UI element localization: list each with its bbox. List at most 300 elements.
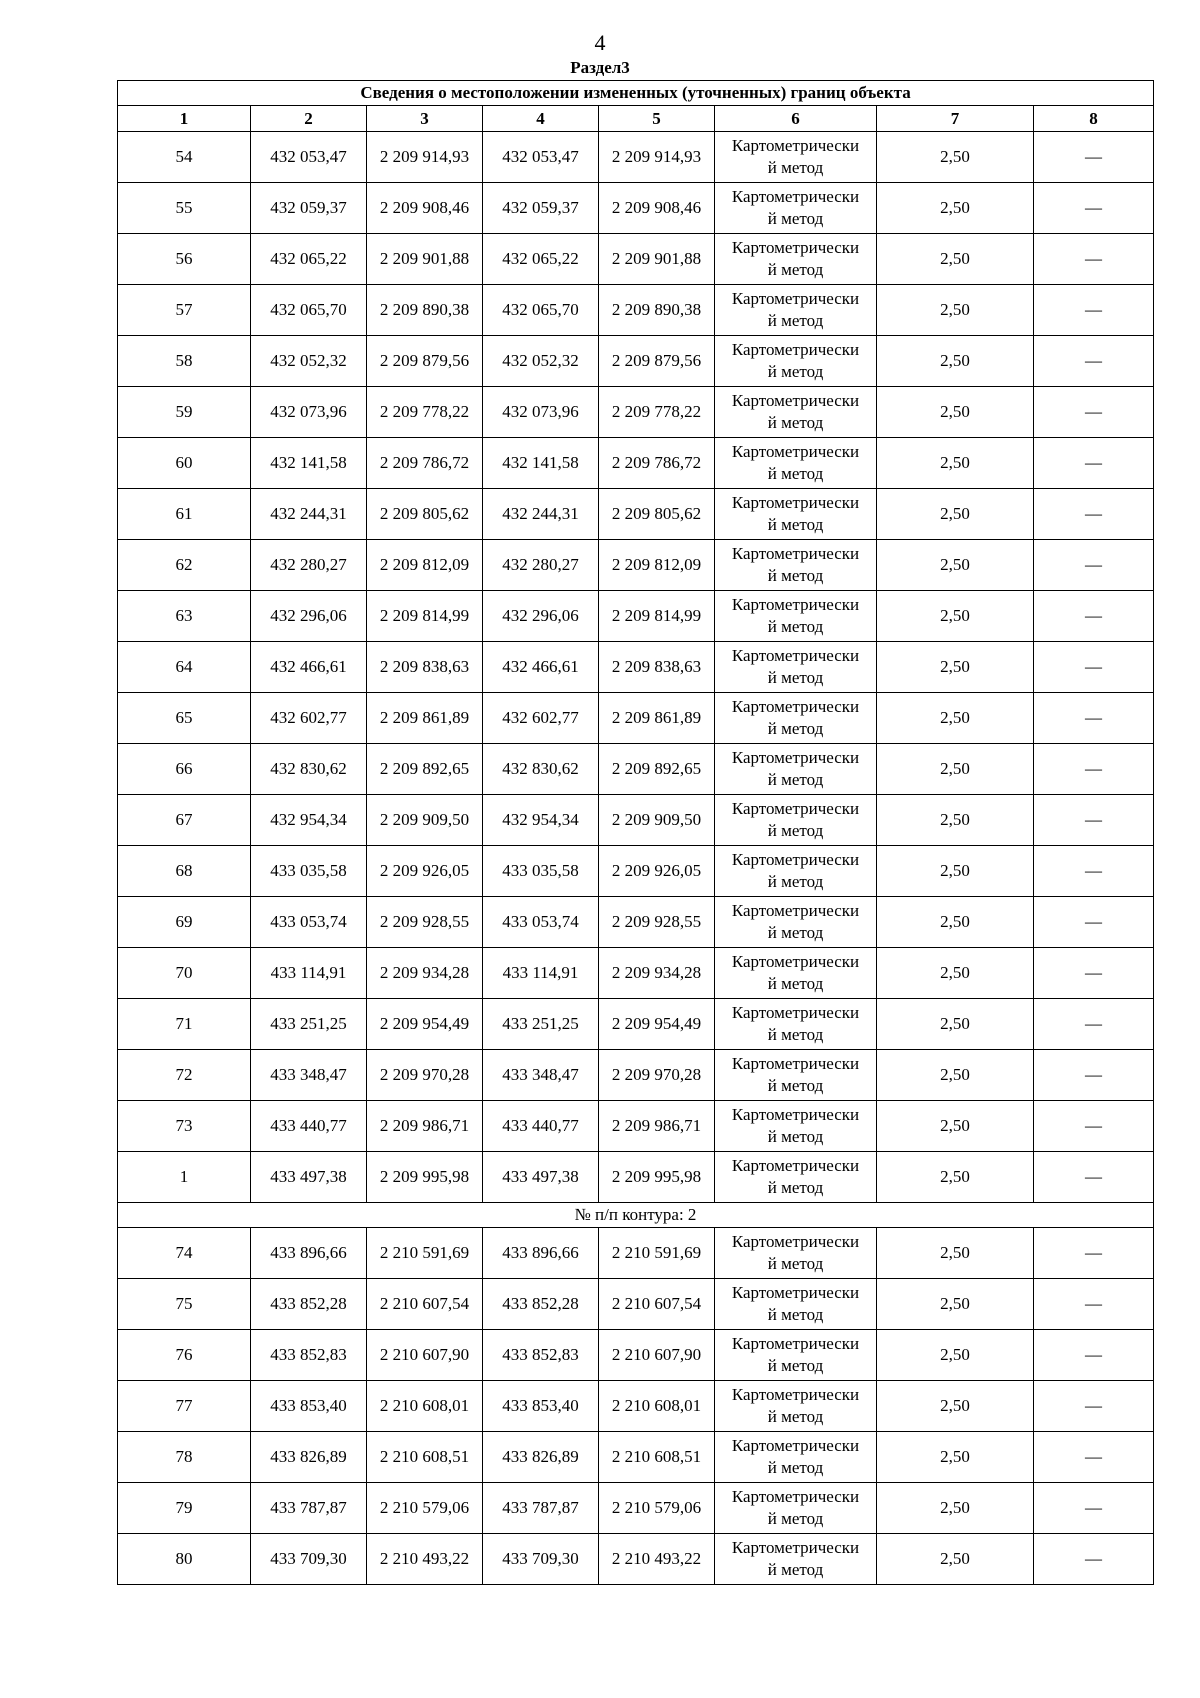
x-coordinate-cell: 433 787,87	[483, 1483, 599, 1534]
table-row	[118, 948, 1154, 999]
x-coordinate-cell: 432 466,61	[483, 642, 599, 693]
method-line: й метод	[767, 719, 824, 738]
method-cell	[715, 1330, 877, 1381]
method-line: Картометрически	[731, 1283, 860, 1302]
table-caption: Сведения о местоположении измененных (уточненных) границ объекта	[118, 81, 1154, 106]
point-number-cell: 79	[118, 1483, 251, 1534]
x-coordinate-cell: 432 052,32	[251, 336, 367, 387]
y-coordinate-cell: 2 209 995,98	[599, 1152, 715, 1203]
x-coordinate-cell: 433 114,91	[483, 948, 599, 999]
x-coordinate-cell: 432 065,70	[483, 285, 599, 336]
x-coordinate-cell: 432 065,22	[483, 234, 599, 285]
point-number-cell: 72	[118, 1050, 251, 1101]
x-coordinate-cell: 433 251,25	[251, 999, 367, 1050]
empty-cell: —	[1034, 1101, 1154, 1152]
x-coordinate-cell: 433 896,66	[483, 1228, 599, 1279]
method-line: Картометрически	[731, 748, 860, 767]
method-cell	[715, 744, 877, 795]
precision-cell: 2,50	[877, 1279, 1034, 1330]
x-coordinate-cell: 432 296,06	[483, 591, 599, 642]
table-row	[118, 693, 1154, 744]
table-row	[118, 1381, 1154, 1432]
table-row	[118, 489, 1154, 540]
table-row	[118, 897, 1154, 948]
method-line: й метод	[767, 1025, 824, 1044]
x-coordinate-cell: 433 114,91	[251, 948, 367, 999]
table-row	[118, 1101, 1154, 1152]
y-coordinate-cell: 2 209 928,55	[599, 897, 715, 948]
y-coordinate-cell: 2 209 986,71	[367, 1101, 483, 1152]
precision-cell: 2,50	[877, 1534, 1034, 1585]
method-line: й метод	[767, 158, 824, 177]
table-row	[118, 540, 1154, 591]
method-line: Картометрически	[731, 901, 860, 920]
point-number-cell: 71	[118, 999, 251, 1050]
y-coordinate-cell: 2 209 995,98	[367, 1152, 483, 1203]
y-coordinate-cell: 2 210 608,51	[367, 1432, 483, 1483]
empty-cell: —	[1034, 744, 1154, 795]
table-row	[118, 183, 1154, 234]
method-line: Картометрически	[731, 1003, 860, 1022]
point-number-cell: 63	[118, 591, 251, 642]
method-line: й метод	[767, 1407, 824, 1426]
table-row	[118, 846, 1154, 897]
x-coordinate-cell: 433 852,28	[483, 1279, 599, 1330]
precision-cell: 2,50	[877, 438, 1034, 489]
boundary-coordinates-table	[117, 80, 1154, 1585]
method-cell	[715, 438, 877, 489]
empty-cell: —	[1034, 336, 1154, 387]
y-coordinate-cell: 2 210 607,90	[599, 1330, 715, 1381]
method-cell	[715, 1483, 877, 1534]
method-cell	[715, 336, 877, 387]
x-coordinate-cell: 432 073,96	[251, 387, 367, 438]
y-coordinate-cell: 2 209 861,89	[367, 693, 483, 744]
precision-cell: 2,50	[877, 642, 1034, 693]
method-cell	[715, 1152, 877, 1203]
x-coordinate-cell: 432 466,61	[251, 642, 367, 693]
x-coordinate-cell: 433 348,47	[251, 1050, 367, 1101]
method-cell	[715, 540, 877, 591]
column-header-row	[118, 106, 1154, 132]
method-line: Картометрически	[731, 1487, 860, 1506]
y-coordinate-cell: 2 210 591,69	[599, 1228, 715, 1279]
x-coordinate-cell: 432 065,22	[251, 234, 367, 285]
method-line: й метод	[767, 821, 824, 840]
method-line: й метод	[767, 1509, 824, 1528]
x-coordinate-cell: 432 830,62	[251, 744, 367, 795]
table-row	[118, 1432, 1154, 1483]
y-coordinate-cell: 2 209 901,88	[599, 234, 715, 285]
table-row	[118, 795, 1154, 846]
table-row	[118, 1050, 1154, 1101]
method-line: й метод	[767, 1305, 824, 1324]
point-number-cell: 69	[118, 897, 251, 948]
precision-cell: 2,50	[877, 285, 1034, 336]
table-row	[118, 336, 1154, 387]
method-cell	[715, 693, 877, 744]
x-coordinate-cell: 432 244,31	[251, 489, 367, 540]
method-line: Картометрически	[731, 799, 860, 818]
x-coordinate-cell: 432 954,34	[483, 795, 599, 846]
column-header: 1	[118, 106, 251, 132]
point-number-cell: 54	[118, 132, 251, 183]
precision-cell: 2,50	[877, 1432, 1034, 1483]
contour-2-section	[118, 1203, 1154, 1228]
empty-cell: —	[1034, 846, 1154, 897]
x-coordinate-cell: 433 053,74	[251, 897, 367, 948]
y-coordinate-cell: 2 210 607,54	[599, 1279, 715, 1330]
column-header: 8	[1034, 106, 1154, 132]
point-number-cell: 55	[118, 183, 251, 234]
x-coordinate-cell: 432 280,27	[251, 540, 367, 591]
x-coordinate-cell: 433 053,74	[483, 897, 599, 948]
empty-cell: —	[1034, 285, 1154, 336]
y-coordinate-cell: 2 210 608,51	[599, 1432, 715, 1483]
method-line: й метод	[767, 311, 824, 330]
column-header: 6	[715, 106, 877, 132]
contour-label: № п/п контура: 2	[118, 1203, 1154, 1228]
y-coordinate-cell: 2 209 934,28	[367, 948, 483, 999]
method-cell	[715, 285, 877, 336]
x-coordinate-cell: 432 059,37	[483, 183, 599, 234]
method-line: й метод	[767, 464, 824, 483]
x-coordinate-cell: 432 059,37	[251, 183, 367, 234]
x-coordinate-cell: 432 602,77	[483, 693, 599, 744]
method-line: Картометрически	[731, 646, 860, 665]
y-coordinate-cell: 2 209 814,99	[599, 591, 715, 642]
point-number-cell: 59	[118, 387, 251, 438]
method-line: Картометрически	[731, 1334, 860, 1353]
x-coordinate-cell: 432 602,77	[251, 693, 367, 744]
empty-cell: —	[1034, 948, 1154, 999]
contour-label-row	[118, 1203, 1154, 1228]
method-cell	[715, 234, 877, 285]
x-coordinate-cell: 432 053,47	[483, 132, 599, 183]
y-coordinate-cell: 2 209 909,50	[599, 795, 715, 846]
y-coordinate-cell: 2 209 926,05	[367, 846, 483, 897]
point-number-cell: 78	[118, 1432, 251, 1483]
method-line: й метод	[767, 413, 824, 432]
y-coordinate-cell: 2 210 607,54	[367, 1279, 483, 1330]
empty-cell: —	[1034, 1152, 1154, 1203]
x-coordinate-cell: 433 709,30	[483, 1534, 599, 1585]
method-line: Картометрически	[731, 391, 860, 410]
x-coordinate-cell: 433 348,47	[483, 1050, 599, 1101]
precision-cell: 2,50	[877, 1101, 1034, 1152]
method-line: й метод	[767, 260, 824, 279]
table-row	[118, 591, 1154, 642]
method-cell	[715, 387, 877, 438]
method-line: Картометрически	[731, 1538, 860, 1557]
table-row	[118, 1228, 1154, 1279]
table-row	[118, 285, 1154, 336]
y-coordinate-cell: 2 209 812,09	[599, 540, 715, 591]
point-number-cell: 58	[118, 336, 251, 387]
method-line: й метод	[767, 209, 824, 228]
empty-cell: —	[1034, 897, 1154, 948]
method-line: Картометрически	[731, 1232, 860, 1251]
x-coordinate-cell: 432 052,32	[483, 336, 599, 387]
precision-cell: 2,50	[877, 234, 1034, 285]
table-row	[118, 642, 1154, 693]
empty-cell: —	[1034, 1279, 1154, 1330]
y-coordinate-cell: 2 209 814,99	[367, 591, 483, 642]
method-line: й метод	[767, 1560, 824, 1579]
table-row	[118, 234, 1154, 285]
x-coordinate-cell: 432 053,47	[251, 132, 367, 183]
method-line: Картометрически	[731, 136, 860, 155]
empty-cell: —	[1034, 540, 1154, 591]
y-coordinate-cell: 2 209 914,93	[367, 132, 483, 183]
method-cell	[715, 897, 877, 948]
contour-2-rows	[118, 1228, 1154, 1585]
y-coordinate-cell: 2 209 861,89	[599, 693, 715, 744]
y-coordinate-cell: 2 209 970,28	[599, 1050, 715, 1101]
point-number-cell: 65	[118, 693, 251, 744]
method-line: й метод	[767, 1254, 824, 1273]
method-line: Картометрически	[731, 544, 860, 563]
method-cell	[715, 1534, 877, 1585]
precision-cell: 2,50	[877, 489, 1034, 540]
x-coordinate-cell: 432 244,31	[483, 489, 599, 540]
point-number-cell: 60	[118, 438, 251, 489]
method-cell	[715, 1279, 877, 1330]
empty-cell: —	[1034, 489, 1154, 540]
y-coordinate-cell: 2 209 892,65	[599, 744, 715, 795]
table-row	[118, 387, 1154, 438]
empty-cell: —	[1034, 132, 1154, 183]
page-number: 4	[594, 30, 606, 55]
method-line: Картометрически	[731, 850, 860, 869]
point-number-cell: 77	[118, 1381, 251, 1432]
precision-cell: 2,50	[877, 744, 1034, 795]
y-coordinate-cell: 2 209 954,49	[367, 999, 483, 1050]
section-title: Раздел3	[570, 58, 630, 77]
method-line: Картометрически	[731, 1156, 860, 1175]
x-coordinate-cell: 433 251,25	[483, 999, 599, 1050]
y-coordinate-cell: 2 209 778,22	[367, 387, 483, 438]
method-line: й метод	[767, 362, 824, 381]
method-line: й метод	[767, 617, 824, 636]
precision-cell: 2,50	[877, 1228, 1034, 1279]
empty-cell: —	[1034, 438, 1154, 489]
y-coordinate-cell: 2 209 805,62	[599, 489, 715, 540]
precision-cell: 2,50	[877, 1381, 1034, 1432]
y-coordinate-cell: 2 210 608,01	[367, 1381, 483, 1432]
point-number-cell: 61	[118, 489, 251, 540]
method-cell	[715, 489, 877, 540]
method-line: Картометрически	[731, 238, 860, 257]
column-header: 7	[877, 106, 1034, 132]
y-coordinate-cell: 2 210 607,90	[367, 1330, 483, 1381]
method-line: й метод	[767, 1458, 824, 1477]
y-coordinate-cell: 2 209 838,63	[599, 642, 715, 693]
method-cell	[715, 1101, 877, 1152]
method-line: Картометрически	[731, 1105, 860, 1124]
empty-cell: —	[1034, 999, 1154, 1050]
method-cell	[715, 1432, 877, 1483]
method-line: й метод	[767, 566, 824, 585]
method-line: Картометрически	[731, 442, 860, 461]
y-coordinate-cell: 2 209 786,72	[599, 438, 715, 489]
method-line: й метод	[767, 515, 824, 534]
y-coordinate-cell: 2 209 786,72	[367, 438, 483, 489]
y-coordinate-cell: 2 209 879,56	[367, 336, 483, 387]
method-line: й метод	[767, 872, 824, 891]
method-line: Картометрически	[731, 493, 860, 512]
method-cell	[715, 999, 877, 1050]
method-line: й метод	[767, 1178, 824, 1197]
x-coordinate-cell: 433 440,77	[483, 1101, 599, 1152]
x-coordinate-cell: 433 826,89	[251, 1432, 367, 1483]
y-coordinate-cell: 2 209 914,93	[599, 132, 715, 183]
x-coordinate-cell: 433 852,83	[483, 1330, 599, 1381]
point-number-cell: 62	[118, 540, 251, 591]
empty-cell: —	[1034, 1228, 1154, 1279]
point-number-cell: 80	[118, 1534, 251, 1585]
method-line: Картометрически	[731, 340, 860, 359]
empty-cell: —	[1034, 795, 1154, 846]
precision-cell: 2,50	[877, 948, 1034, 999]
empty-cell: —	[1034, 234, 1154, 285]
y-coordinate-cell: 2 210 493,22	[367, 1534, 483, 1585]
method-cell	[715, 132, 877, 183]
empty-cell: —	[1034, 1483, 1154, 1534]
x-coordinate-cell: 433 853,40	[251, 1381, 367, 1432]
method-line: Картометрически	[731, 289, 860, 308]
column-header: 4	[483, 106, 599, 132]
table-row	[118, 999, 1154, 1050]
precision-cell: 2,50	[877, 1152, 1034, 1203]
empty-cell: —	[1034, 1432, 1154, 1483]
point-number-cell: 76	[118, 1330, 251, 1381]
x-coordinate-cell: 433 035,58	[483, 846, 599, 897]
method-line: Картометрически	[731, 1436, 860, 1455]
method-line: Картометрически	[731, 595, 860, 614]
table-row	[118, 1279, 1154, 1330]
y-coordinate-cell: 2 209 879,56	[599, 336, 715, 387]
precision-cell: 2,50	[877, 1483, 1034, 1534]
method-cell	[715, 1050, 877, 1101]
point-number-cell: 1	[118, 1152, 251, 1203]
column-header: 3	[367, 106, 483, 132]
point-number-cell: 57	[118, 285, 251, 336]
point-number-cell: 73	[118, 1101, 251, 1152]
y-coordinate-cell: 2 210 608,01	[599, 1381, 715, 1432]
table-row	[118, 1152, 1154, 1203]
point-number-cell: 56	[118, 234, 251, 285]
precision-cell: 2,50	[877, 1330, 1034, 1381]
method-line: й метод	[767, 668, 824, 687]
precision-cell: 2,50	[877, 897, 1034, 948]
y-coordinate-cell: 2 209 934,28	[599, 948, 715, 999]
empty-cell: —	[1034, 183, 1154, 234]
table-row	[118, 1330, 1154, 1381]
method-cell	[715, 183, 877, 234]
y-coordinate-cell: 2 210 579,06	[599, 1483, 715, 1534]
precision-cell: 2,50	[877, 540, 1034, 591]
point-number-cell: 75	[118, 1279, 251, 1330]
method-cell	[715, 1228, 877, 1279]
point-number-cell: 68	[118, 846, 251, 897]
y-coordinate-cell: 2 209 838,63	[367, 642, 483, 693]
x-coordinate-cell: 432 296,06	[251, 591, 367, 642]
table-row	[118, 1483, 1154, 1534]
y-coordinate-cell: 2 209 890,38	[367, 285, 483, 336]
method-cell	[715, 795, 877, 846]
y-coordinate-cell: 2 210 579,06	[367, 1483, 483, 1534]
precision-cell: 2,50	[877, 387, 1034, 438]
y-coordinate-cell: 2 210 591,69	[367, 1228, 483, 1279]
x-coordinate-cell: 432 830,62	[483, 744, 599, 795]
x-coordinate-cell: 433 826,89	[483, 1432, 599, 1483]
table-row	[118, 132, 1154, 183]
method-line: й метод	[767, 1356, 824, 1375]
column-header: 2	[251, 106, 367, 132]
table-row	[118, 744, 1154, 795]
y-coordinate-cell: 2 209 805,62	[367, 489, 483, 540]
precision-cell: 2,50	[877, 693, 1034, 744]
column-header: 5	[599, 106, 715, 132]
empty-cell: —	[1034, 1534, 1154, 1585]
method-line: й метод	[767, 770, 824, 789]
method-line: й метод	[767, 923, 824, 942]
precision-cell: 2,50	[877, 999, 1034, 1050]
y-coordinate-cell: 2 209 812,09	[367, 540, 483, 591]
y-coordinate-cell: 2 209 926,05	[599, 846, 715, 897]
x-coordinate-cell: 433 035,58	[251, 846, 367, 897]
point-number-cell: 64	[118, 642, 251, 693]
y-coordinate-cell: 2 209 986,71	[599, 1101, 715, 1152]
method-line: Картометрически	[731, 697, 860, 716]
x-coordinate-cell: 432 141,58	[251, 438, 367, 489]
x-coordinate-cell: 433 852,83	[251, 1330, 367, 1381]
y-coordinate-cell: 2 209 778,22	[599, 387, 715, 438]
precision-cell: 2,50	[877, 336, 1034, 387]
y-coordinate-cell: 2 209 954,49	[599, 999, 715, 1050]
y-coordinate-cell: 2 209 901,88	[367, 234, 483, 285]
method-cell	[715, 642, 877, 693]
x-coordinate-cell: 433 440,77	[251, 1101, 367, 1152]
x-coordinate-cell: 432 954,34	[251, 795, 367, 846]
precision-cell: 2,50	[877, 591, 1034, 642]
contour-1-rows	[118, 132, 1154, 1203]
y-coordinate-cell: 2 209 908,46	[599, 183, 715, 234]
empty-cell: —	[1034, 1381, 1154, 1432]
empty-cell: —	[1034, 591, 1154, 642]
y-coordinate-cell: 2 209 970,28	[367, 1050, 483, 1101]
empty-cell: —	[1034, 642, 1154, 693]
empty-cell: —	[1034, 1330, 1154, 1381]
empty-cell: —	[1034, 693, 1154, 744]
empty-cell: —	[1034, 1050, 1154, 1101]
x-coordinate-cell: 433 787,87	[251, 1483, 367, 1534]
x-coordinate-cell: 432 141,58	[483, 438, 599, 489]
precision-cell: 2,50	[877, 795, 1034, 846]
x-coordinate-cell: 432 073,96	[483, 387, 599, 438]
table-row	[118, 1534, 1154, 1585]
y-coordinate-cell: 2 209 928,55	[367, 897, 483, 948]
precision-cell: 2,50	[877, 1050, 1034, 1101]
point-number-cell: 67	[118, 795, 251, 846]
x-coordinate-cell: 433 497,38	[483, 1152, 599, 1203]
precision-cell: 2,50	[877, 846, 1034, 897]
x-coordinate-cell: 433 896,66	[251, 1228, 367, 1279]
x-coordinate-cell: 432 065,70	[251, 285, 367, 336]
x-coordinate-cell: 433 497,38	[251, 1152, 367, 1203]
y-coordinate-cell: 2 209 890,38	[599, 285, 715, 336]
